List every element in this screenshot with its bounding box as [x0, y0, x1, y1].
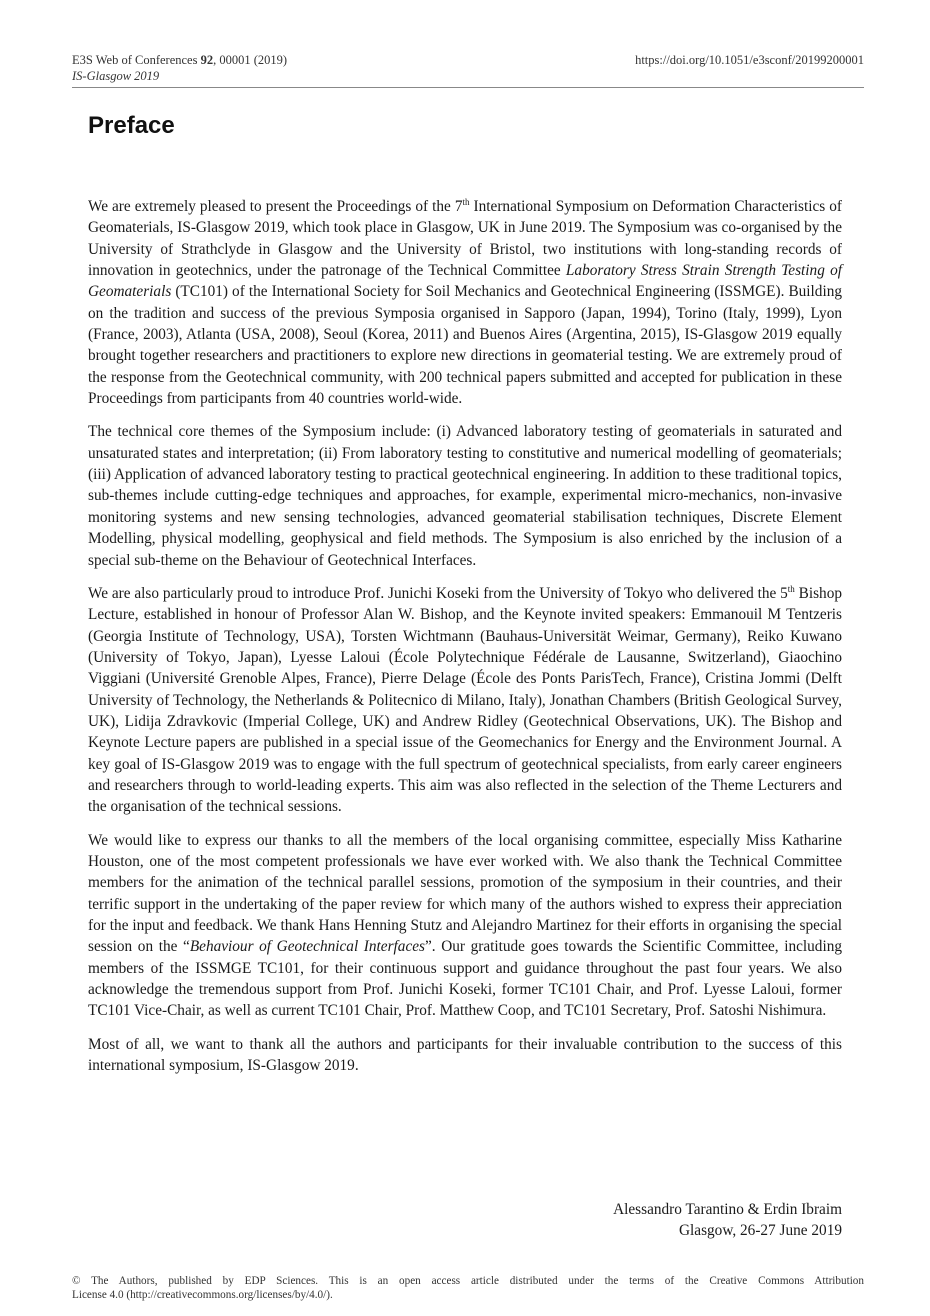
ordinal-superscript: th	[462, 197, 470, 207]
journal-volume: 92	[200, 53, 214, 67]
running-header	[72, 52, 864, 84]
text-run: We are extremely pleased to present the Proceedings of the 7	[88, 198, 463, 215]
doi-link[interactable]: https://doi.org/10.1051/e3sconf/20199200001	[635, 53, 864, 67]
paragraph-introduction	[88, 196, 842, 409]
preface-body	[88, 196, 842, 1088]
text-run: International Symposium on Deformation Characteristics of Geomaterials, IS-Glasgow 2019, which took place in Glasgow, UK in June 2019. The Symposium was co-organised by the University of Strathclyde in Glasgow and the University of Bristol, two institutions with long-standing records of innovation in geotechnics, under the patronage of the Technical Committee	[88, 198, 842, 280]
ordinal-superscript: th	[787, 583, 795, 594]
page-title: Preface	[88, 112, 175, 139]
journal-name: E3S Web of Conferences	[72, 53, 201, 67]
paragraph-speakers	[88, 583, 842, 818]
committee-name-italic: Laboratory Stress Strain Strength Testing of Geomaterials	[88, 262, 842, 301]
signature-authors: Alessandro Tarantino & Erdin Ibraim	[613, 1201, 842, 1218]
journal-citation	[72, 52, 287, 68]
header-divider	[72, 87, 864, 88]
conference-venue: IS-Glasgow 2019	[72, 69, 160, 83]
text-run: ”. Our gratitude goes towards the Scientific Committee, including members of the ISSMGE TC101, for their continuous support and guidance throughout the past four years. We also acknowledge the tremendous support from Prof. Junichi Koseki, former TC101 Chair, and Prof. Lyesse Laloui, former TC101 Vice-Chair, as well as current TC101 Chair, Prof. Matthew Coop, and TC101 Secretary, Prof. Satoshi Nishimura.	[88, 938, 842, 1020]
header-left	[72, 52, 287, 84]
paragraph-acknowledgements	[88, 830, 842, 1022]
signature-block	[88, 1199, 842, 1242]
text-run: (TC101) of the International Society for Soil Mechanics and Geotechnical Engineering (ISSMGE). Building on the tradition and success of the previous Symposia organised in Sapporo (Japan, 1994), Torino (Italy, 1999), Lyon (France, 2003), Atlanta (USA, 2008), Seoul (Korea, 2011) and Buenos Aires (Argentina, 2015), IS-Glasgow 2019 equally brought together researchers and practitioners to explore new directions in geomaterial testing. We are extremely proud of the response from the Geotechnical community, with 200 technical papers submitted and accepted for publication in these Proceedings from participants from 40 countries world-wide.	[88, 283, 842, 408]
article-number: , 00001 (2019)	[213, 53, 288, 67]
text-run: We would like to express our thanks to all the members of the local organising committee, especially Miss Katharine Houston, one of the most competent professionals we have ever worked with. We also thank the Technical Committee members for the animation of the technical parallel sessions, promotion of the symposium in their countries, and their terrific support in the undertaking of the paper review for which many of the authors wished to express their appreciation for the input and feedback. We thank Hans Henning Stutz and Alejandro Martinez for their efforts in organising the special session on the “	[88, 831, 842, 956]
text-run: Bishop Lecture, established in honour of Professor Alan W. Bishop, and the Keynote invited speakers: Emmanouil M Tentzeris (Georgia Institute of Technology, USA), Torsten Wichtmann (Bauhaus-Universität Weimar, Germany), Reiko Kuwano (University of Tokyo, Japan), Lyesse Laloui (École Polytechnique Fédérale de Lausanne, Switzerland), Giaochino Viggiani (Université Grenoble Alpes, France), Pierre Delage (École des Ponts ParisTech, France), Cristina Jommi (Delft University of Technology, the Netherlands & Politecnico di Milano, Italy), Jonathan Chambers (British Geological Survey, UK), Lidija Zdravkovic (Imperial College, UK) and Andrew Ridley (Geotechnical Observations, UK). The Bishop and Keynote Lecture papers are published in a special issue of the Geomechanics for Energy and the Environment Journal. A key goal of IS-Glasgow 2019 was to engage with the full spectrum of geotechnical specialists, from early career engineers and researchers through to world-leading experts. This aim was also reflected in the selection of the Theme Lecturers and the organisation of the technical sessions.	[88, 584, 842, 816]
paragraph-closing: Most of all, we want to thank all the authors and participants for their invaluable contribution to the success of this international symposium, IS-Glasgow 2019.	[88, 1035, 842, 1075]
license-line-1: © The Authors, published by EDP Sciences. This is an open access article distributed under the terms of the Creative Commons Attribution	[72, 1275, 864, 1287]
session-name-italic: Behaviour of Geotechnical Interfaces	[189, 938, 425, 956]
paragraph-themes: The technical core themes of the Symposium include: (i) Advanced laboratory testing of geomaterials in saturated and unsaturated states and interpretation; (ii) From laboratory testing to constitutive and numerical modelling of geomaterials; (iii) Application of advanced laboratory testing to practical geotechnical engineering. In addition to these traditional topics, sub-themes include cutting-edge techniques and approaches, for example, experimental micro-mechanics, non-invasive monitoring systems and new sensing technologies, advanced geomaterial stabilisation techniques, Discrete Element Modelling, physical modelling, geophysical and field methods. The Symposium is also enriched by the inclusion of a special sub-theme on the Behaviour of Geotechnical Interfaces.	[88, 423, 842, 569]
license-line-2: License 4.0 (http://creativecommons.org/licenses/by/4.0/).	[72, 1289, 333, 1301]
signature-place-date: Glasgow, 26-27 June 2019	[678, 1222, 842, 1240]
license-footer	[72, 1274, 864, 1302]
text-run: We are also particularly proud to introduce Prof. Junichi Koseki from the University of Tokyo who delivered the 5	[88, 584, 788, 602]
